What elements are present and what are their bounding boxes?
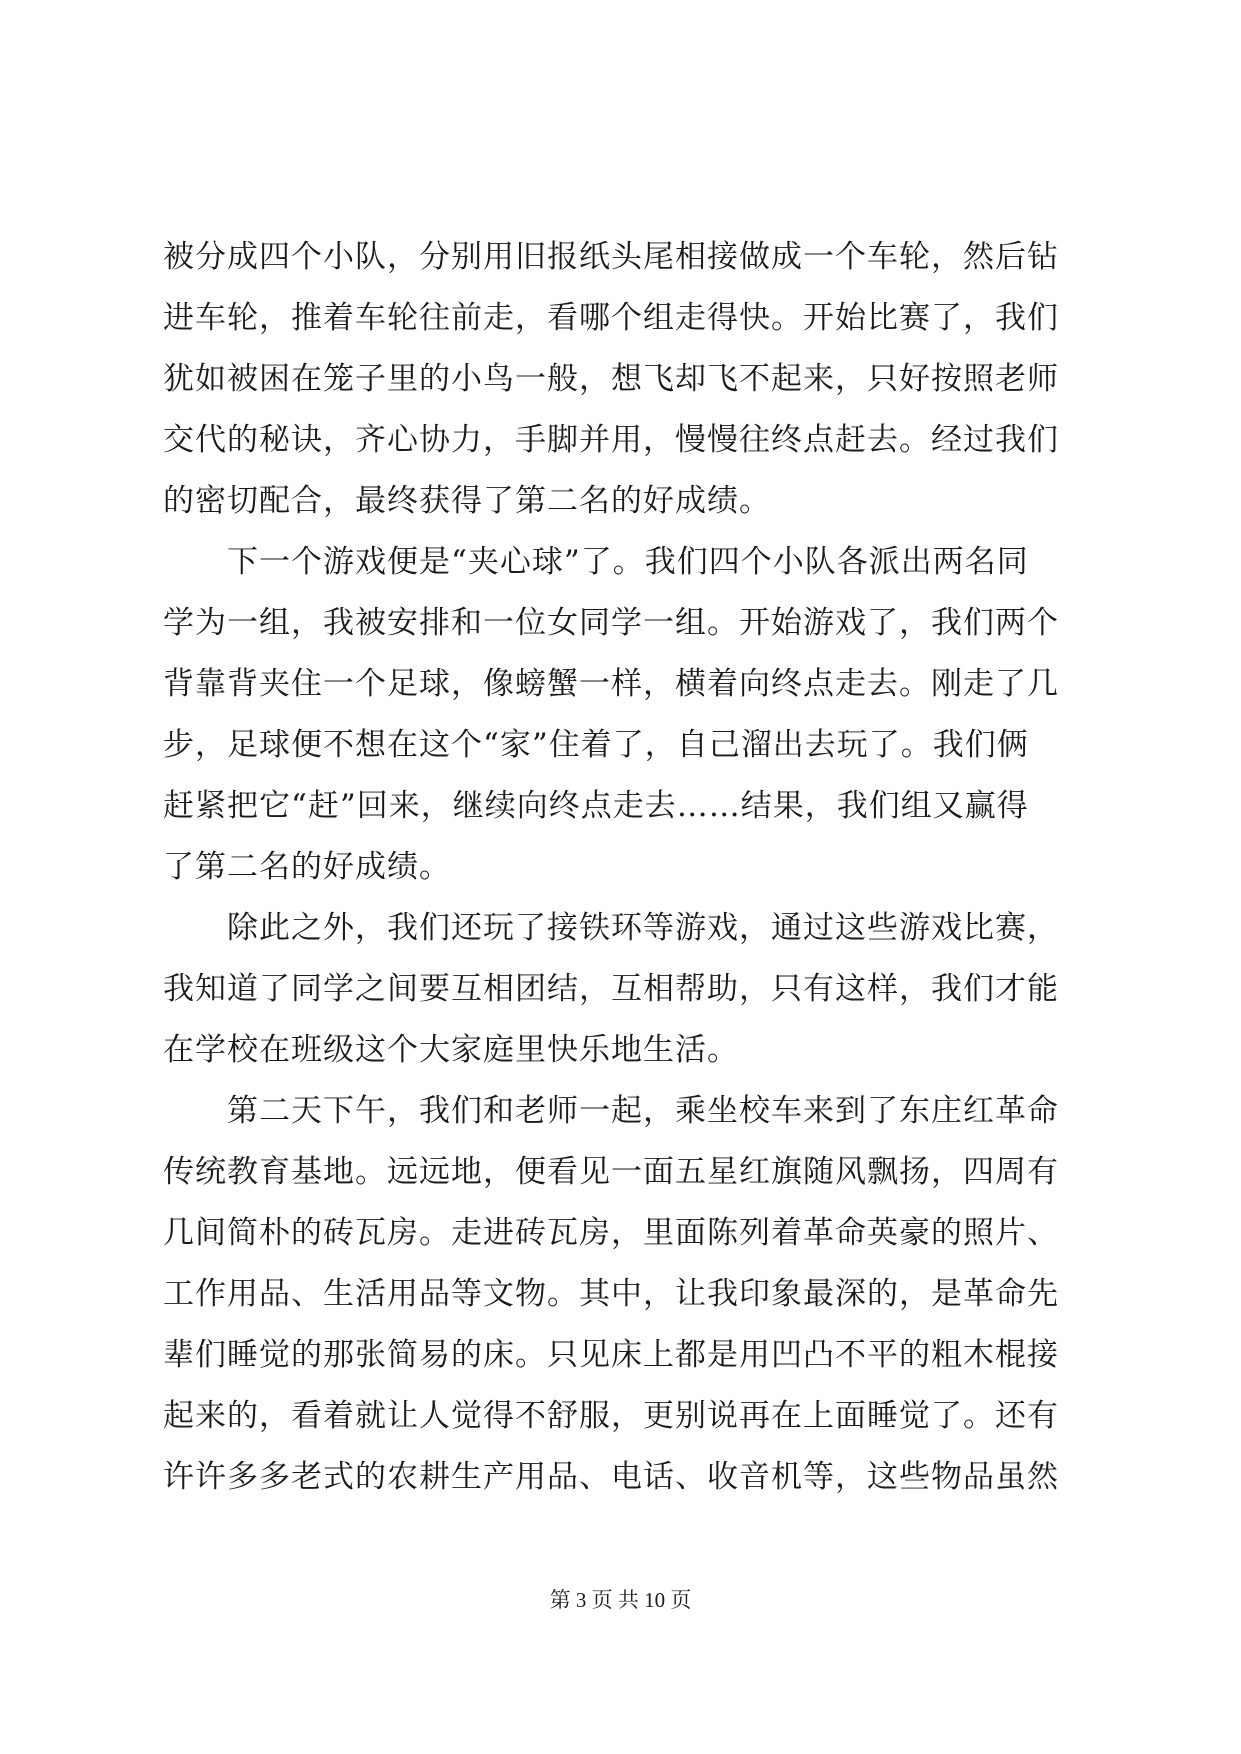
text-line: 辈们睡觉的那张简易的床。只见床上都是用凹凸不平的粗木棍接 bbox=[163, 1337, 1059, 1373]
body-text bbox=[163, 227, 1083, 1508]
text-line: 学为一组，我被安排和一位女同学一组。开始游戏了，我们两个 bbox=[163, 605, 1059, 641]
text-line: 工作用品、生活用品等文物。其中，让我印象最深的，是革命先 bbox=[163, 1276, 1059, 1312]
text-line: 在学校在班级这个大家庭里快乐地生活。 bbox=[163, 1032, 739, 1068]
text-line: 几间简朴的砖瓦房。走进砖瓦房，里面陈列着革命英豪的照片、 bbox=[163, 1215, 1059, 1251]
text-line: 了第二名的好成绩。 bbox=[163, 849, 451, 885]
text-line: 犹如被困在笼子里的小鸟一般，想飞却飞不起来，只好按照老师 bbox=[163, 361, 1059, 397]
text-line: 除此之外，我们还玩了接铁环等游戏，通过这些游戏比赛， bbox=[163, 910, 1059, 946]
page-number-footer: 第 3 页 共 10 页 bbox=[549, 1588, 692, 1612]
text-line: 许许多多老式的农耕生产用品、电话、收音机等，这些物品虽然 bbox=[163, 1459, 1059, 1495]
text-line: 进车轮，推着车轮往前走，看哪个组走得快。开始比赛了，我们 bbox=[163, 300, 1059, 336]
text-line: 传统教育基地。远远地，便看见一面五星红旗随风飘扬，四周有 bbox=[163, 1154, 1059, 1190]
text-line: 的密切配合，最终获得了第二名的好成绩。 bbox=[163, 483, 771, 519]
text-line: 第二天下午，我们和老师一起，乘坐校车来到了东庄红革命 bbox=[163, 1093, 1059, 1129]
text-line: 起来的，看着就让人觉得不舒服，更别说再在上面睡觉了。还有 bbox=[163, 1398, 1059, 1434]
text-line: 被分成四个小队，分别用旧报纸头尾相接做成一个车轮，然后钻 bbox=[163, 239, 1059, 275]
text-line: 背靠背夹住一个足球，像螃蟹一样，横着向终点走去。刚走了几 bbox=[163, 666, 1059, 702]
text-line: 我知道了同学之间要互相团结，互相帮助，只有这样，我们才能 bbox=[163, 971, 1059, 1007]
text-line: 交代的秘诀，齐心协力，手脚并用，慢慢往终点赶去。经过我们 bbox=[163, 422, 1059, 458]
text-line: 步，足球便不想在这个“家”住着了，自己溜出去玩了。我们俩 bbox=[163, 727, 1029, 763]
text-line: 赶紧把它“赶”回来，继续向终点走去……结果，我们组又赢得 bbox=[163, 788, 1029, 824]
text-line: 下一个游戏便是“夹心球”了。我们四个小队各派出两名同 bbox=[163, 544, 1029, 580]
